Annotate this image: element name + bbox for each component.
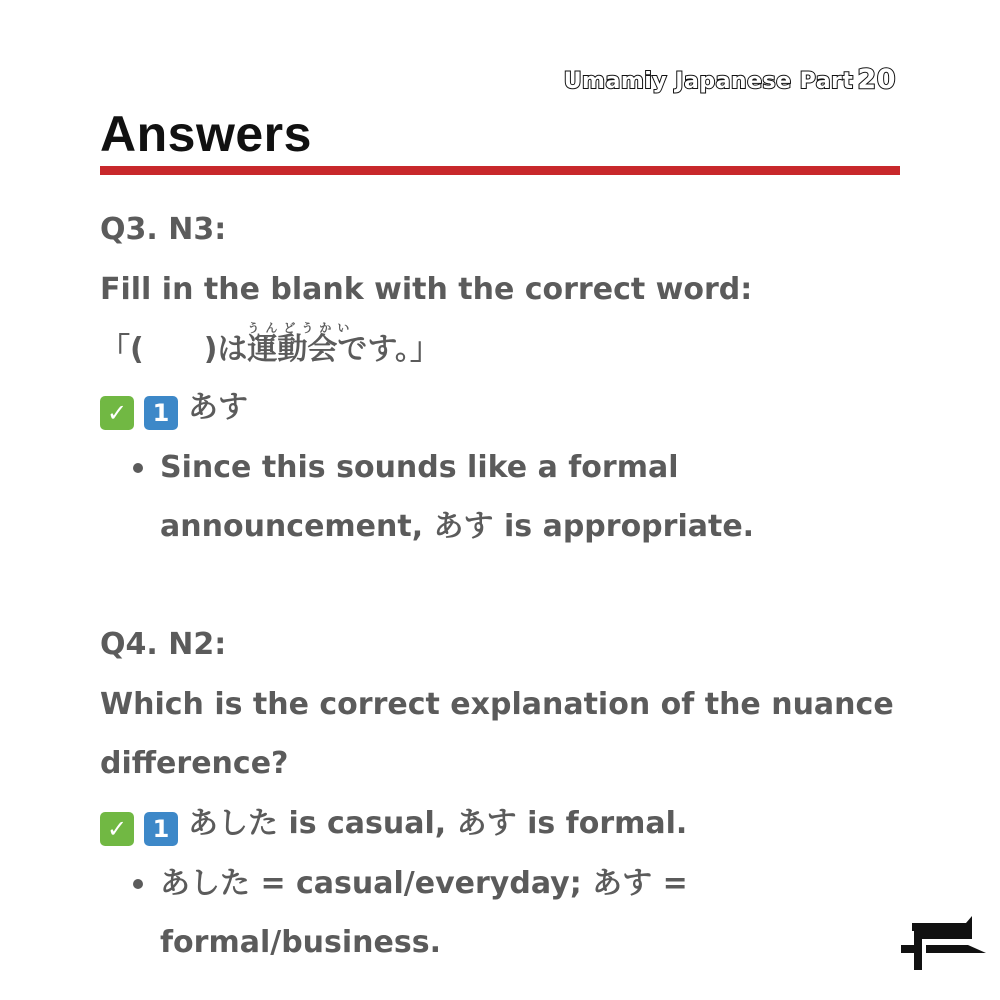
series-label: [564, 64, 896, 95]
q3-sentence-start: 「( )は: [100, 332, 248, 367]
q3-heading: Q3. N3:: [100, 212, 227, 247]
bullet-icon: [133, 463, 143, 473]
q3-answer: [100, 388, 248, 430]
q3-sentence-end: です。」: [337, 332, 441, 367]
number-one-icon: 1: [144, 396, 178, 430]
q4-prompt-line1: Which is the correct explanation of the nuance: [100, 687, 894, 722]
q4-prompt-line2: difference?: [100, 746, 289, 781]
q3-prompt: Fill in the blank with the correct word:: [100, 272, 753, 307]
q4-answer-text: あした is casual, あす is formal.: [188, 806, 688, 841]
q3-ruby-base: 運動会: [247, 332, 338, 367]
q3-explanation-line1: Since this sounds like a formal: [160, 450, 679, 485]
q3-ruby-word: [247, 321, 356, 370]
page-title: Answers: [100, 106, 312, 162]
series-number: 20: [857, 64, 896, 95]
bullet-icon: [133, 879, 143, 889]
number-one-icon: 1: [144, 812, 178, 846]
title-underline: [100, 166, 900, 175]
q4-explanation-line1: あした = casual/everyday; あす =: [160, 866, 688, 901]
q3-answer-text: あす: [188, 390, 248, 425]
series-name: Umamiy Japanese Part: [563, 69, 854, 94]
check-mark-icon: ✓: [100, 396, 134, 430]
check-mark-icon: ✓: [100, 812, 134, 846]
q3-ruby-reading: うんどうかい: [247, 321, 356, 335]
q3-sentence: [100, 321, 441, 370]
q4-explanation-line2: formal/business.: [160, 925, 441, 960]
q4-heading: Q4. N2:: [100, 627, 227, 662]
q4-answer: [100, 804, 687, 846]
brand-logo-icon: [898, 913, 988, 973]
q3-explanation-line2: announcement, あす is appropriate.: [160, 509, 755, 544]
